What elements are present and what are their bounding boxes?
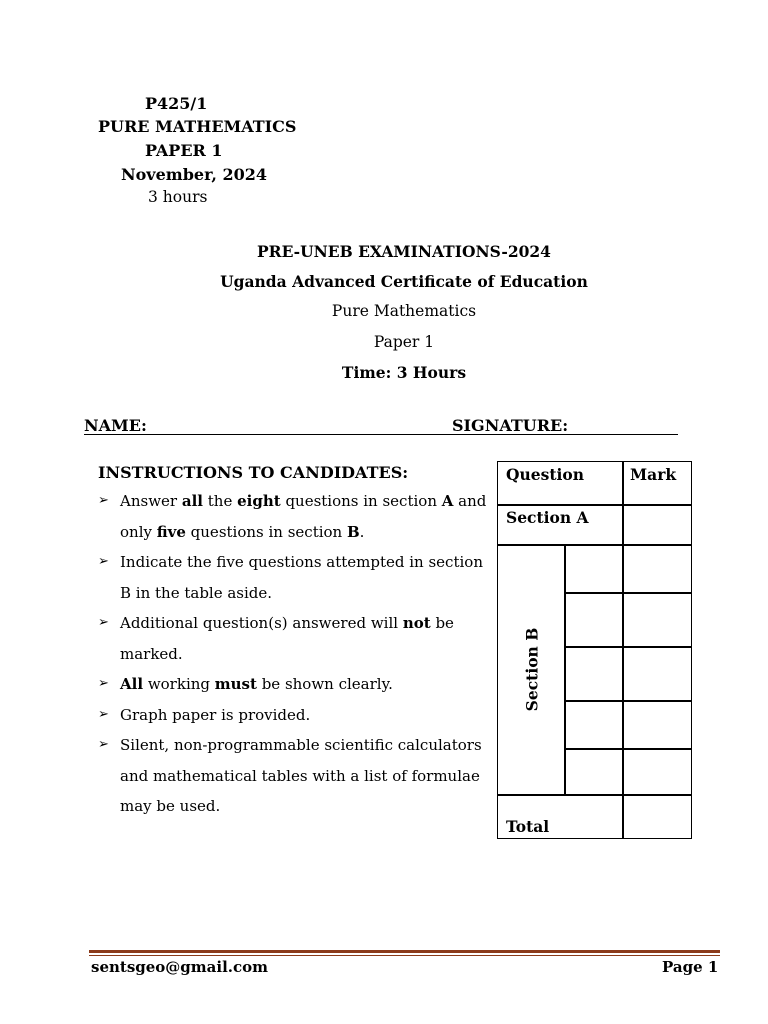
instruction-text: B xyxy=(346,522,360,541)
section-b-mark-cell[interactable] xyxy=(622,544,692,594)
section-b-mark-cell[interactable] xyxy=(622,748,692,796)
name-label: NAME: xyxy=(84,416,147,435)
time-allowed: Time: 3 Hours xyxy=(341,363,467,382)
instruction-text: must xyxy=(214,675,257,693)
exam-title: PRE-UNEB EXAMINATIONS-2024 xyxy=(257,242,551,261)
instruction-item xyxy=(98,608,493,669)
instruction-text: All xyxy=(120,675,144,693)
certificate-title: Uganda Advanced Certificate of Education xyxy=(220,272,588,291)
instruction-text: Indicate the five questions attempted in section B in the table aside. xyxy=(120,553,483,602)
instruction-item xyxy=(98,730,493,822)
footer-email: sentsgeo@gmail.com xyxy=(91,958,269,976)
instruction-item xyxy=(98,669,493,700)
arrow-bullet-icon: ➢ xyxy=(98,493,109,508)
section-b-question-cell[interactable] xyxy=(564,592,624,648)
instruction-item xyxy=(98,700,493,731)
section-b-question-cell[interactable] xyxy=(564,544,624,594)
instruction-text: not xyxy=(402,614,431,632)
instruction-text: Silent, non-programmable scientific calculators and mathematical tables with a list of formulae may be used. xyxy=(120,736,482,815)
section-b-mark-cell[interactable] xyxy=(622,592,692,648)
paper-title: Paper 1 xyxy=(373,333,435,351)
footer-rule-thin xyxy=(89,955,720,956)
exam-duration: 3 hours xyxy=(148,188,208,206)
section-a-mark-cell[interactable] xyxy=(622,504,692,546)
instruction-text: Answer xyxy=(120,492,182,510)
instruction-text: questions in section xyxy=(185,522,347,541)
section-b-question-cell[interactable] xyxy=(564,700,624,750)
instruction-text: Graph paper is provided. xyxy=(120,705,311,724)
total-label: Total xyxy=(506,817,550,836)
instruction-text: all xyxy=(181,492,203,510)
arrow-bullet-icon: ➢ xyxy=(98,554,109,569)
instruction-item xyxy=(98,547,493,608)
instructions-list xyxy=(98,486,493,822)
footer-rule xyxy=(89,950,720,953)
signature-label: SIGNATURE: xyxy=(452,416,569,435)
instruction-item xyxy=(98,486,493,547)
section-b-question-cell[interactable] xyxy=(564,748,624,796)
instructions-title: INSTRUCTIONS TO CANDIDATES: xyxy=(98,463,409,482)
marks-table xyxy=(497,461,692,839)
page-number: Page 1 xyxy=(662,958,719,976)
instruction-text: eight xyxy=(237,492,281,510)
instruction-text: questions in section xyxy=(280,492,442,510)
instruction-text: . xyxy=(359,522,365,541)
arrow-bullet-icon: ➢ xyxy=(98,737,109,752)
instruction-text: be shown clearly. xyxy=(256,675,393,693)
name-signature-line[interactable] xyxy=(84,418,678,435)
section-b-mark-cell[interactable] xyxy=(622,700,692,750)
arrow-bullet-icon: ➢ xyxy=(98,706,109,722)
paper-number: PAPER 1 xyxy=(145,141,223,160)
arrow-bullet-icon: ➢ xyxy=(98,615,109,630)
instruction-text: and only xyxy=(120,492,487,541)
instruction-text: working xyxy=(143,675,215,693)
instruction-text: Additional question(s) answered will xyxy=(120,614,403,632)
arrow-bullet-icon: ➢ xyxy=(98,676,109,691)
total-mark-cell[interactable] xyxy=(622,794,692,839)
exam-date: November, 2024 xyxy=(121,165,268,184)
instruction-text: five xyxy=(156,522,186,541)
instructions-block xyxy=(98,463,493,822)
instruction-text: be marked. xyxy=(120,614,454,663)
paper-code: P425/1 xyxy=(145,94,208,113)
instruction-text: the xyxy=(202,492,238,510)
section-b-question-cell[interactable] xyxy=(564,646,624,702)
mark-header: Mark xyxy=(630,465,677,484)
subject-title: Pure Mathematics xyxy=(331,302,477,320)
question-header: Question xyxy=(506,465,585,484)
section-b-mark-cell[interactable] xyxy=(622,646,692,702)
section-a-label: Section A xyxy=(506,508,589,527)
subject-heading: PURE MATHEMATICS xyxy=(98,117,297,136)
section-b-label: Section B xyxy=(522,627,542,712)
instruction-text: A xyxy=(441,492,454,510)
